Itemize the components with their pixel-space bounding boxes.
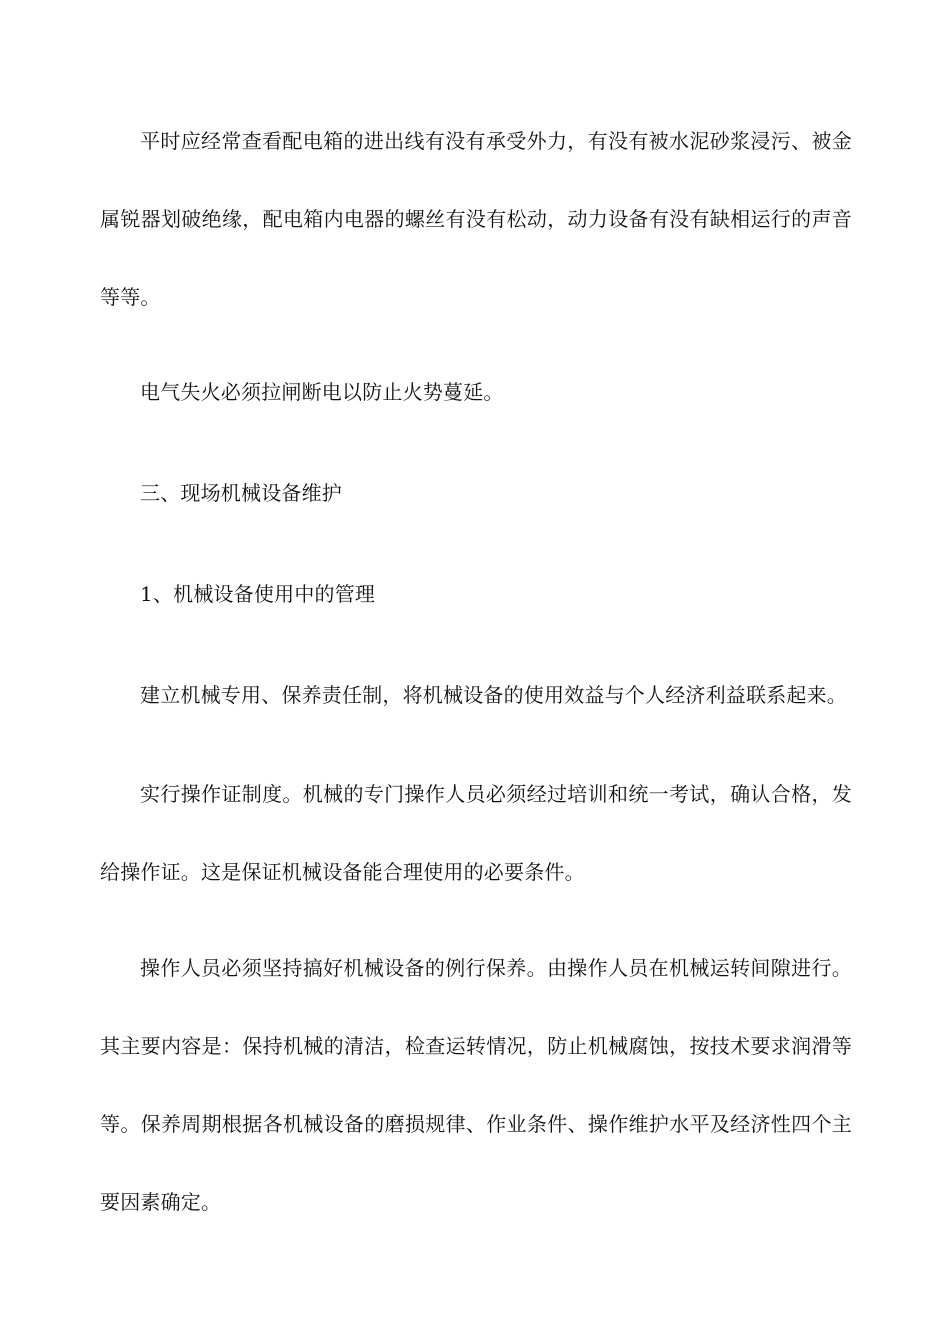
section-heading-equipment-maintenance: 三、现场机械设备维护: [140, 481, 342, 505]
subsection-heading-usage-management: 1、机械设备使用中的管理: [140, 582, 376, 606]
paragraph-routine-maintenance: 操作人员必须坚持搞好机械设备的例行保养。由操作人员在机械运转间隙进行。其主要内容是：保持机械的清洁，检查运转情况，防止机械腐蚀，按技术要求润滑等等。保养周期根据各机械设备的磨损规律、作业条件、操作维护水平及经济性四个主要因素确定。: [100, 956, 852, 1214]
paragraph-distribution-box-inspection: 平时应经常查看配电箱的进出线有没有承受外力，有没有被水泥砂浆浸污、被金属锐器划破绝缘，配电箱内电器的螺丝有没有松动，动力设备有没有缺相运行的声音等等。: [100, 129, 852, 309]
paragraph-responsibility-system: 建立机械专用、保养责任制，将机械设备的使用效益与个人经济利益联系起来。: [140, 683, 847, 707]
paragraph-operator-certificate: 实行操作证制度。机械的专门操作人员必须经过培训和统一考试，确认合格，发给操作证。这是保证机械设备能合理使用的必要条件。: [100, 782, 852, 884]
paragraph-electrical-fire: 电气失火必须拉闸断电以防止火势蔓延。: [140, 380, 504, 404]
